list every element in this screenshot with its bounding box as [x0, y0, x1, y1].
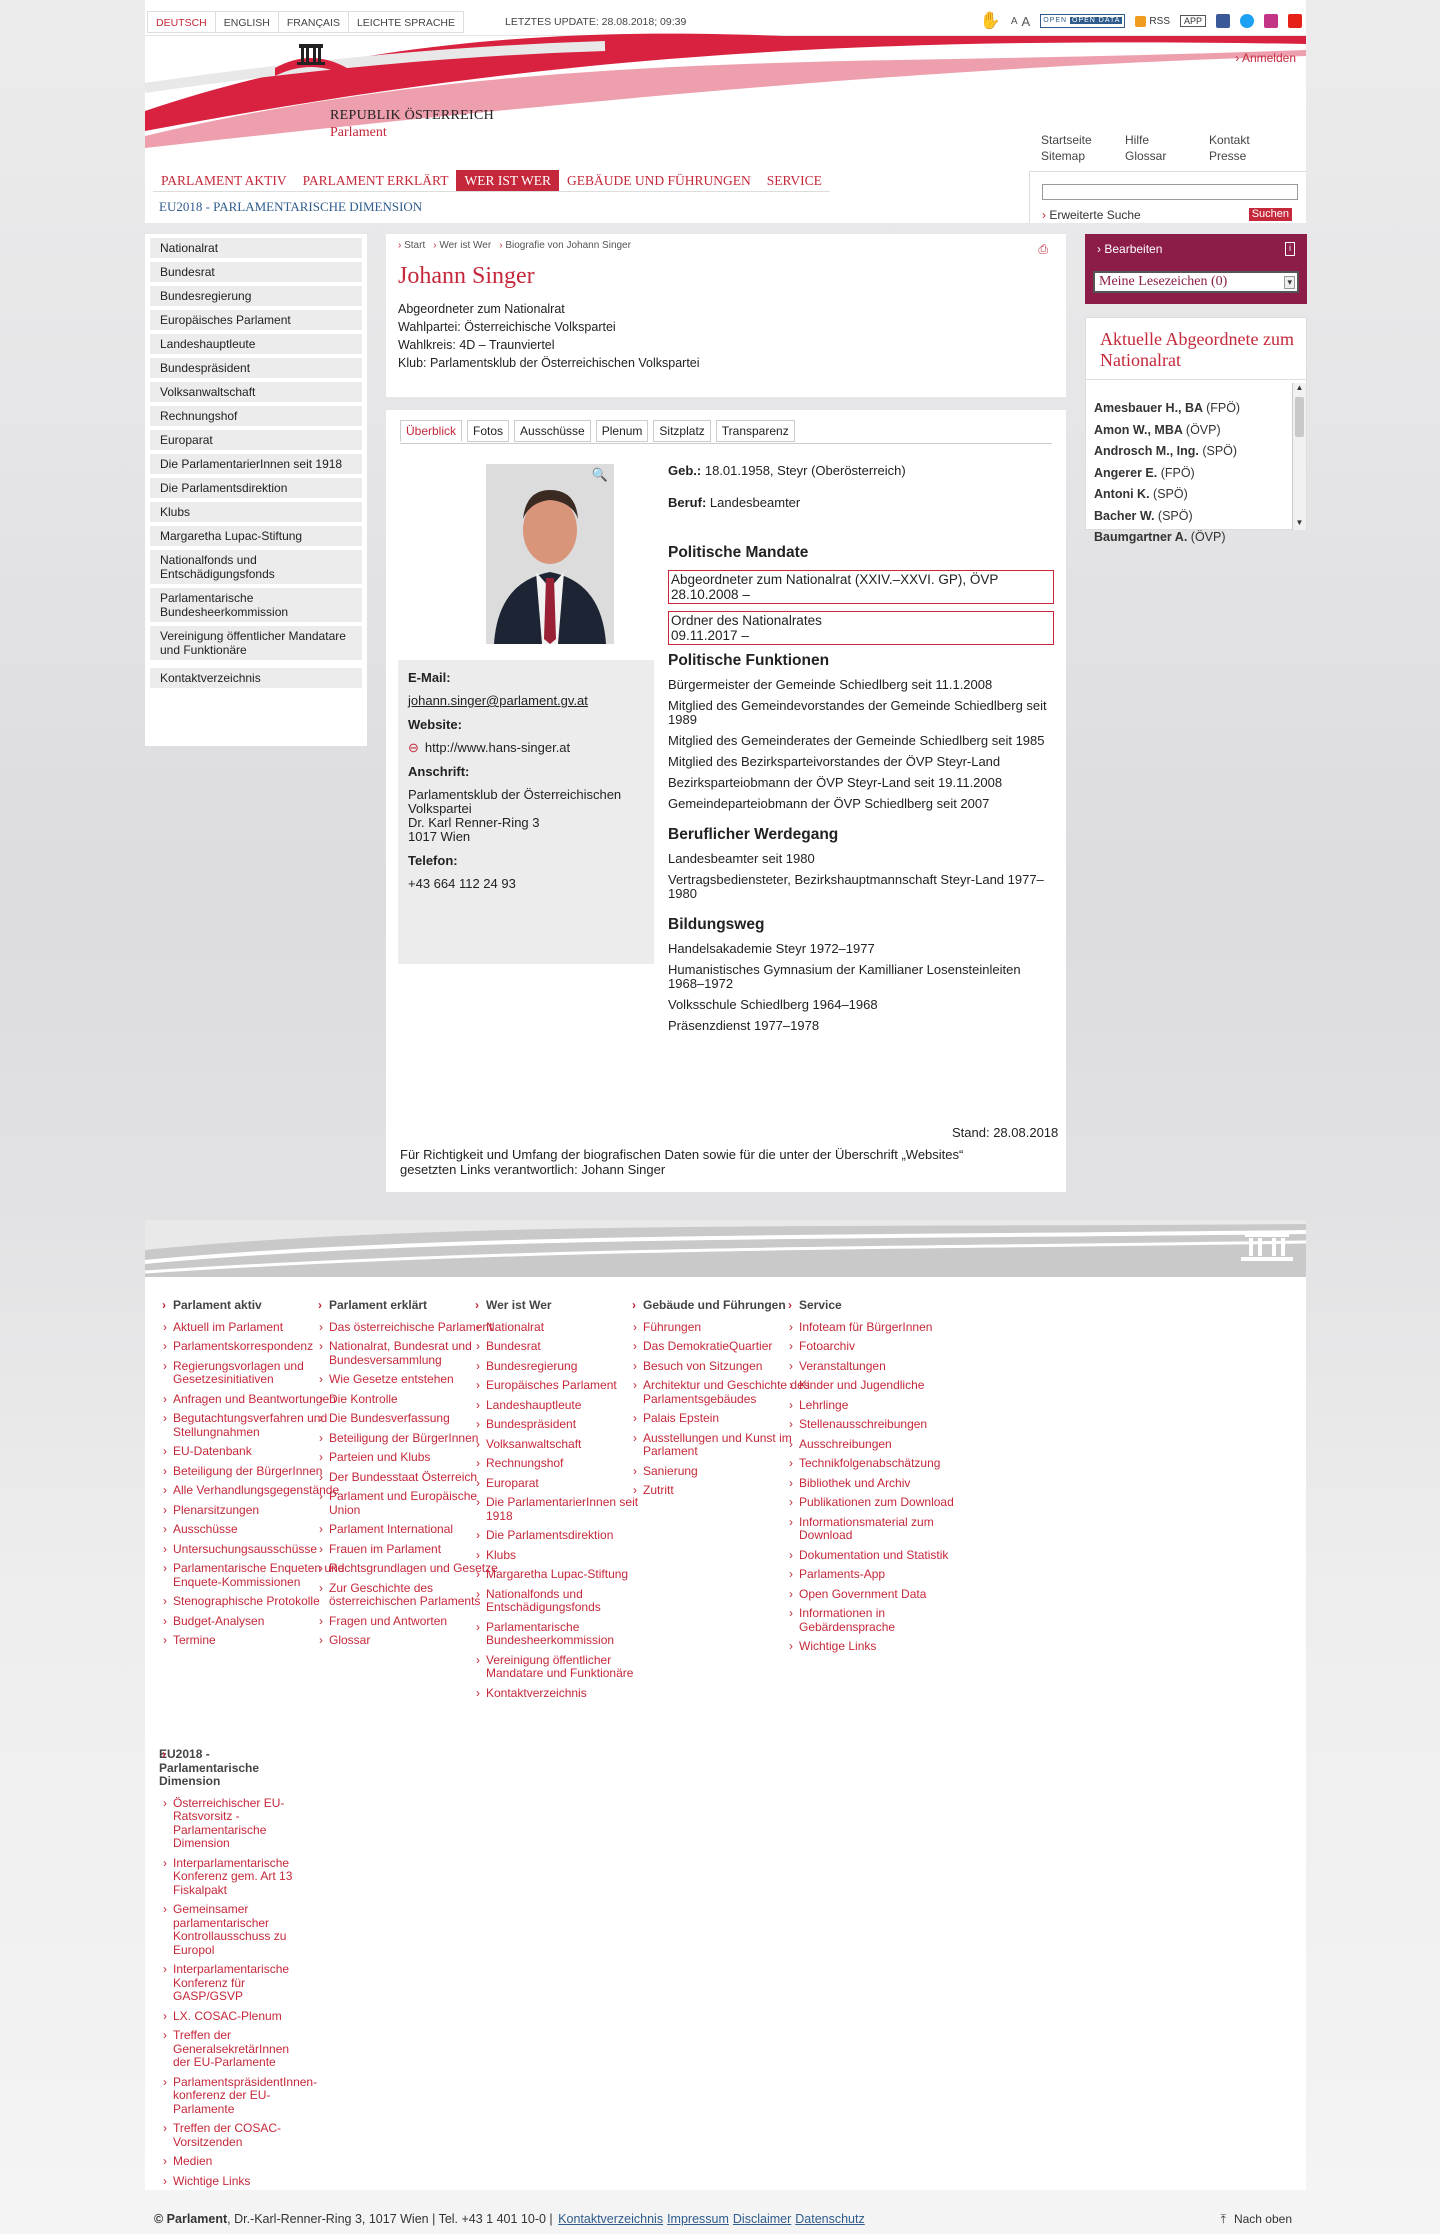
member-item[interactable] [1094, 441, 1286, 463]
footer-link[interactable]: › Plenarsitzungen [159, 1504, 349, 1518]
profile-club: Klub: Parlamentsklub der Österreichischen Volkspartei [398, 356, 700, 370]
footer-link[interactable]: › Margaretha Lupac-Stiftung [472, 1568, 662, 1582]
profile-district: Wahlkreis: 4D – Traunviertel [398, 338, 555, 352]
footer-link[interactable]: › Informationsmaterial zum Download [785, 1516, 975, 1543]
bottom-bar [145, 2200, 1306, 2234]
footer-link[interactable]: › LX. COSAC-Plenum [159, 2010, 299, 2024]
footer-link[interactable]: › Fotoarchiv [785, 1340, 975, 1354]
quick-link[interactable]: Glossar [1125, 149, 1167, 163]
footer-link[interactable]: › Begutachtungsverfahren und Stellungnahmen [159, 1412, 349, 1439]
member-item[interactable] [1094, 463, 1286, 485]
mandate-title: Ordner des Nationalrates [671, 613, 822, 628]
footer-link[interactable]: › Nationalfonds und Entschädigungsfonds [472, 1588, 662, 1615]
footer-link[interactable]: › EU-Datenbank [159, 1445, 349, 1459]
career-item: Landesbeamter seit 1980 [668, 851, 815, 866]
members-list [1086, 394, 1286, 544]
footer-link[interactable]: › Dokumentation und Statistik [785, 1549, 975, 1563]
page-title: Johann Singer [398, 263, 535, 289]
footer-link[interactable]: › Ausstellungen und Kunst im Parlament [629, 1432, 819, 1459]
app-link[interactable]: APP [1180, 15, 1206, 27]
footer-link[interactable]: › Parteien und Klubs [315, 1451, 505, 1465]
address-line: , Dr.-Karl-Renner-Ring 3, 1017 Wien | Tel. +43 1 401 10-0 | [227, 2212, 553, 2226]
sidebar-item[interactable]: Volksanwaltschaft [150, 382, 362, 402]
birth-info: Geb.: 18.01.1958, Steyr (Oberösterreich) [668, 463, 906, 478]
biography-card [386, 410, 1066, 1192]
biography-details [668, 464, 1058, 1040]
footer-link[interactable]: › Fragen und Antworten [315, 1615, 505, 1629]
footer-link[interactable]: › Treffen der GeneralsekretärInnen der EU-Parlamente [159, 2029, 299, 2070]
footer-link[interactable]: › Untersuchungsausschüsse [159, 1543, 349, 1557]
website-label: Website: [408, 717, 462, 732]
footer-link[interactable]: › Interparlamentarische Konferenz gem. Art 13 Fiskalpakt [159, 1857, 299, 1898]
member-item[interactable] [1094, 527, 1286, 549]
biography-disclaimer: Für Richtigkeit und Umfang der biografischen Daten sowie für die unter der Überschrift „Websites“ gesetzten Links verantwortlich: Johann Singer [400, 1147, 964, 1177]
footer-link[interactable]: › Volksanwaltschaft [472, 1438, 662, 1452]
education-list [668, 942, 1058, 1033]
footer-link[interactable]: › Architektur und Geschichte des Parlamentsgebäudes [629, 1379, 819, 1406]
footer-link[interactable]: › Zutritt [629, 1484, 819, 1498]
breadcrumb [398, 240, 1054, 251]
footer-link[interactable]: › Parlament International [315, 1523, 505, 1537]
member-name: Amesbauer H., BA [1094, 401, 1203, 415]
main-nav-item[interactable]: PARLAMENT AKTIV [161, 173, 287, 188]
address-line: Dr. Karl Renner-Ring 3 [408, 815, 540, 830]
language-3[interactable]: LEICHTE SPRACHE [348, 11, 464, 33]
facebook-icon[interactable] [1216, 14, 1230, 28]
functions-item: Mitglied des Gemeindevorstandes der Gemeinde Schiedlberg seit 1989 [668, 698, 1047, 727]
member-party: (SPÖ) [1202, 444, 1238, 458]
sidebar-item[interactable]: Die ParlamentarierInnen seit 1918 [150, 454, 362, 474]
footer-link[interactable]: › Bundesregierung [472, 1360, 662, 1374]
career-item: Vertragsbediensteter, Bezirkshauptmannschaft Steyr-Land 1977–1980 [668, 872, 1044, 901]
sidebar-item[interactable]: Die Parlamentsdirektion [150, 478, 362, 498]
footer-link[interactable]: › Führungen [629, 1321, 819, 1335]
career-list [668, 852, 1058, 901]
last-update: LETZTES UPDATE: 28.08.2018; 09:39 [505, 16, 687, 28]
functions-item: Mitglied des Bezirksparteivorstandes der ÖVP Steyr-Land [668, 754, 1001, 769]
language-2[interactable]: FRANÇAIS [278, 11, 349, 33]
footer-link[interactable]: › Alle Verhandlungsgegenstände [159, 1484, 349, 1498]
tab[interactable]: Überblick [400, 420, 462, 442]
education-item: Volksschule Schiedlberg 1964–1968 [668, 997, 878, 1012]
address-label: Anschrift: [408, 764, 470, 779]
sign-language-icon[interactable]: ✋ [979, 11, 1001, 30]
footer-link[interactable]: › Open Government Data [785, 1588, 975, 1602]
parliament-logo[interactable] [275, 42, 347, 88]
dropdown-arrow-icon: ▾ [1284, 276, 1295, 289]
main-nav-item[interactable]: GEBÄUDE UND FÜHRUNGEN [566, 173, 751, 188]
breadcrumb-item[interactable]: › Wer ist Wer [433, 240, 491, 251]
quick-link[interactable]: Sitemap [1041, 149, 1086, 163]
footer-link[interactable]: › Parlamentarische Bundesheerkommission [472, 1621, 662, 1648]
back-to-top-link[interactable]: ⤒ Nach oben [1220, 2212, 1292, 2226]
left-navigation [145, 234, 367, 746]
profile-tabs [400, 420, 795, 442]
font-size-large[interactable]: A [1021, 13, 1031, 29]
footer-link[interactable]: › Gemeinsamer parlamentarischer Kontrollausschuss zu Europol [159, 1903, 299, 1957]
footer-link[interactable]: › Das österreichische Parlament [315, 1321, 505, 1335]
footer-link[interactable]: › Stellenausschreibungen [785, 1418, 975, 1432]
logo-title: REPUBLIK ÖSTERREICH [330, 108, 494, 123]
footer-link[interactable]: › Lehrlinge [785, 1399, 975, 1413]
quick-link[interactable]: Hilfe [1125, 133, 1150, 147]
footer-link[interactable]: › Glossar [315, 1634, 505, 1648]
portrait-photo[interactable] [486, 464, 614, 644]
site-footer [145, 1220, 1306, 2190]
tab[interactable]: Plenum [596, 420, 649, 442]
zoom-icon[interactable]: 🔍 [591, 467, 608, 482]
footer-link[interactable]: › Europarat [472, 1477, 662, 1491]
print-icon[interactable]: ⎙ [1038, 242, 1048, 256]
language-1[interactable]: ENGLISH [215, 11, 279, 33]
member-party: (SPÖ) [1157, 508, 1193, 523]
arrow-up-icon: ⤒ [1220, 2212, 1226, 2226]
current-members-panel [1085, 317, 1307, 544]
address-line: Volkspartei [408, 801, 472, 816]
footer-link[interactable]: › ParlamentspräsidentInnen-konferenz der EU-Parlamente [159, 2076, 299, 2117]
main-nav-item[interactable]: WER IST WER [456, 170, 559, 191]
member-name: Bacher W. [1094, 508, 1155, 523]
search-input[interactable] [1042, 184, 1298, 200]
footer-link[interactable]: › Beteiligung der BürgerInnen [315, 1432, 505, 1446]
footer-link[interactable]: › Aktuell im Parlament [159, 1321, 349, 1335]
education-item: Humanistisches Gymnasium der Kamillianer Losensteinleiten 1968–1972 [668, 962, 1021, 991]
functions-list [668, 678, 1058, 811]
profile-role: Abgeordneter zum Nationalrat [398, 302, 565, 316]
education-item: Handelsakademie Steyr 1972–1977 [668, 941, 875, 956]
sidebar-item[interactable]: Nationalfonds und Entschädigungsfonds [150, 550, 362, 584]
email-link[interactable]: johann.singer@parlament.gv.at [408, 693, 588, 708]
language-0[interactable]: DEUTSCH [147, 11, 216, 33]
footer-link[interactable]: › Die Bundesverfassung [315, 1412, 505, 1426]
footer-link[interactable]: › Budget-Analysen [159, 1615, 349, 1629]
footer-column [785, 1299, 975, 1660]
footer-link[interactable]: › Palais Epstein [629, 1412, 819, 1426]
footer-link[interactable]: › Bibliothek und Archiv [785, 1477, 975, 1491]
top-utility-bar [145, 0, 1306, 36]
rss-link[interactable]: RSS [1135, 16, 1170, 27]
footer-link[interactable]: › Frauen im Parlament [315, 1543, 505, 1557]
chevron-right-icon: › [1097, 242, 1105, 256]
sidebar-item[interactable]: Nationalrat [150, 238, 362, 258]
footer-link[interactable]: › Sanierung [629, 1465, 819, 1479]
footer-link[interactable]: › Österreichischer EU-Ratsvorsitz - Parlamentarische Dimension [159, 1797, 299, 1851]
footer-link[interactable]: › Bundespräsident [472, 1418, 662, 1432]
footer-column-title[interactable]: › Parlament aktiv [159, 1299, 349, 1313]
mandates-heading: Politische Mandate [668, 544, 809, 561]
member-party: (ÖVP) [1185, 422, 1221, 437]
main-navigation [153, 170, 830, 192]
language-switcher [147, 11, 463, 33]
member-name: Angerer E. [1094, 465, 1158, 480]
footer-link[interactable]: › Interparlamentarische Konferenz für GASP/GSVP [159, 1963, 299, 2004]
chevron-right-icon: › [1042, 208, 1050, 222]
mandate-title: Abgeordneter zum Nationalrat (XXIV.–XXVI. GP), ÖVP [671, 572, 999, 587]
external-link-icon: ⊖ [408, 740, 419, 755]
site-header [145, 36, 1306, 223]
parliament-building-icon [275, 42, 347, 88]
footer-link[interactable]: › Ausschreibungen [785, 1438, 975, 1452]
tab[interactable]: Ausschüsse [514, 420, 591, 442]
tab[interactable]: Transparenz [716, 420, 795, 442]
footer-link[interactable]: › Das DemokratieQuartier [629, 1340, 819, 1354]
footer-link[interactable]: › Besuch von Sitzungen [629, 1360, 819, 1374]
sidebar-item[interactable]: Landeshauptleute [150, 334, 362, 354]
profile-party: Wahlpartei: Österreichische Volkspartei [398, 320, 616, 334]
footer-link[interactable]: › Kinder und Jugendliche [785, 1379, 975, 1393]
main-nav-item[interactable]: PARLAMENT ERKLÄRT [302, 173, 449, 188]
footer-link[interactable]: › Beteiligung der BürgerInnen [159, 1465, 349, 1479]
member-item[interactable] [1094, 484, 1286, 506]
footer-link[interactable]: › Parlaments-App [785, 1568, 975, 1582]
contact-box [398, 660, 654, 964]
opendata-link[interactable]: OPEN OPEN DATA [1040, 14, 1125, 28]
footer-link[interactable]: › Rechtsgrundlagen und Gesetze [315, 1562, 505, 1576]
quick-link[interactable]: Presse [1209, 149, 1247, 163]
footer-link[interactable]: › Parlamentarische Enqueten und Enquete-Kommissionen [159, 1562, 349, 1589]
search-button[interactable]: Suchen [1249, 208, 1292, 221]
member-party: (FPÖ) [1206, 401, 1241, 415]
footer-link[interactable]: › Stenographische Protokolle [159, 1595, 349, 1609]
breadcrumb-item[interactable]: › Start [398, 240, 425, 251]
login-link[interactable]: › Anmelden [1235, 51, 1296, 65]
footer-link[interactable]: › Der Bundesstaat Österreich [315, 1471, 505, 1485]
stand-date: Stand: 28.08.2018 [952, 1125, 1059, 1140]
instagram-icon[interactable] [1264, 14, 1278, 28]
members-scrollbar[interactable]: ▲ ▼ [1292, 383, 1306, 530]
footer-link[interactable]: › Die ParlamentarierInnen seit 1918 [472, 1496, 662, 1523]
sidebar-item[interactable]: Rechnungshof [150, 406, 362, 426]
member-item[interactable] [1094, 506, 1286, 528]
footer-link[interactable]: › Parlamentskorrespondenz [159, 1340, 349, 1354]
advanced-search-link[interactable]: › Erweiterte Suche [1042, 208, 1141, 222]
member-party: (ÖVP) [1190, 530, 1226, 544]
footer-link[interactable]: › Vereinigung öffentlicher Mandatare und Funktionäre [472, 1654, 662, 1681]
job-info: Beruf: Landesbeamter [668, 495, 801, 510]
footer-link[interactable]: › Klubs [472, 1549, 662, 1563]
footer-link[interactable]: › Zur Geschichte des österreichischen Parlaments [315, 1582, 505, 1609]
education-item: Präsenzdienst 1977–1978 [668, 1018, 820, 1033]
sidebar-item[interactable]: Kontaktverzeichnis [150, 668, 362, 688]
tab-divider [400, 443, 1052, 444]
footer-link[interactable]: › Die Parlamentsdirektion [472, 1529, 662, 1543]
sidebar-item[interactable]: Bundespräsident [150, 358, 362, 378]
functions-item: Mitglied des Gemeinderates der Gemeinde Schiedlberg seit 1985 [668, 733, 1045, 748]
sidebar-item[interactable]: Parlamentarische Bundesheerkommission [150, 588, 362, 622]
tab[interactable]: Sitzplatz [653, 420, 710, 442]
mandate-item [668, 611, 1054, 645]
quick-link[interactable]: Startseite [1041, 133, 1092, 147]
functions-item: Bezirksparteiobmann der ÖVP Steyr-Land seit 19.11.2008 [668, 775, 1003, 790]
quick-link[interactable]: Kontakt [1209, 133, 1250, 147]
bottom-link[interactable]: Disclaimer [732, 2212, 792, 2226]
footer-link[interactable]: › Termine [159, 1634, 349, 1648]
font-size-small[interactable]: A [1010, 15, 1018, 27]
footer-link[interactable]: › Treffen der COSAC-Vorsitzenden [159, 2122, 299, 2149]
quick-links [1041, 133, 1293, 163]
tab[interactable]: Fotos [467, 420, 509, 442]
footer-link[interactable]: › Rechnungshof [472, 1457, 662, 1471]
footer-link[interactable]: › Veranstaltungen [785, 1360, 975, 1374]
profile-header [386, 234, 1066, 397]
bottom-link[interactable]: Datenschutz [795, 2212, 865, 2226]
sidebar-item[interactable]: Bundesregierung [150, 286, 362, 306]
functions-item: Gemeindeparteiobmann der ÖVP Schiedlberg seit 2007 [668, 796, 990, 811]
portrait-image [486, 464, 614, 644]
mandate-item [668, 570, 1054, 604]
member-party: (SPÖ) [1153, 487, 1188, 501]
footer-link[interactable]: › Wie Gesetze entstehen [315, 1373, 505, 1387]
footer-link[interactable]: › Regierungsvorlagen und Gesetzesinitiativen [159, 1360, 349, 1387]
footer-link[interactable]: › Parlament und Europäische Union [315, 1490, 505, 1517]
member-item[interactable] [1094, 420, 1286, 442]
sidebar-item[interactable]: Europarat [150, 430, 362, 450]
address-value [408, 788, 644, 844]
phone-value: +43 664 112 24 93 [408, 876, 516, 891]
footer-link[interactable]: › Nationalrat [472, 1321, 662, 1335]
bottom-link[interactable]: Impressum [667, 2212, 729, 2226]
youtube-icon[interactable] [1288, 14, 1302, 28]
member-name: Androsch M., Ing. [1094, 444, 1199, 458]
footer-column-title[interactable]: › EU2018 - Parlamentarische Dimension [159, 1748, 299, 1789]
member-party: (FPÖ) [1160, 465, 1195, 480]
career-heading: Beruflicher Werdegang [668, 826, 839, 843]
sidebar-item[interactable]: Klubs [150, 502, 362, 522]
footer-link[interactable]: › Publikationen zum Download [785, 1496, 975, 1510]
current-members-title: Aktuelle Abgeordnete zum Nationalrat [1086, 318, 1306, 380]
footer-link[interactable]: › Kontaktverzeichnis [472, 1687, 662, 1701]
footer-link[interactable]: › Medien [159, 2155, 299, 2169]
footer-link[interactable]: › Informationen in Gebärdensprache [785, 1607, 975, 1634]
footer-column-title[interactable]: › Service [785, 1299, 975, 1313]
search-box [1029, 171, 1306, 223]
phone-label: Telefon: [408, 853, 458, 868]
footer-link[interactable]: › Wichtige Links [159, 2175, 299, 2189]
mandate-date: 09.11.2017 – [671, 628, 749, 643]
functions-item: Bürgermeister der Gemeinde Schiedlberg seit 11.1.2008 [668, 677, 993, 692]
footer-column-title[interactable]: › Wer ist Wer [472, 1299, 662, 1313]
main-nav-item[interactable]: SERVICE [766, 173, 822, 188]
eu2018-link[interactable]: EU2018 - PARLAMENTARISCHE DIMENSION [159, 199, 423, 214]
member-item[interactable] [1094, 398, 1286, 420]
edit-panel [1085, 234, 1307, 304]
footer-link[interactable]: › Infoteam für BürgerInnen [785, 1321, 975, 1335]
mandates-list [668, 570, 1058, 645]
logo-subtitle: Parlament [330, 125, 387, 140]
footer-link[interactable]: › Ausschüsse [159, 1523, 349, 1537]
copyright: © Parlament [154, 2212, 228, 2226]
mandate-date: 28.10.2008 – [671, 587, 750, 602]
address-line: 1017 Wien [408, 829, 471, 844]
footer-band [145, 1220, 1306, 1277]
member-name: Baumgartner A. [1094, 530, 1188, 544]
footer-link[interactable]: › Technikfolgenabschätzung [785, 1457, 975, 1471]
address-line: Parlamentsklub der Österreichischen [408, 787, 622, 802]
toolbar [980, 11, 1302, 31]
rss-icon [1135, 16, 1146, 27]
footer-column-title[interactable]: › Gebäude und Führungen [629, 1299, 819, 1313]
footer-column-title[interactable]: › Parlament erklärt [315, 1299, 505, 1313]
edit-link[interactable]: › Bearbeiten i [1097, 242, 1295, 256]
sidebar-item[interactable]: Margaretha Lupac-Stiftung [150, 526, 362, 546]
footer-link[interactable]: › Wichtige Links [785, 1640, 975, 1654]
functions-heading: Politische Funktionen [668, 652, 830, 669]
chevron-right-icon: › [1235, 51, 1242, 65]
info-icon[interactable]: i [1285, 242, 1295, 256]
bookmarks-select[interactable]: Meine Lesezeichen (0) ▾ [1093, 271, 1299, 293]
member-name: Amon W., MBA [1094, 422, 1183, 437]
footer-swoosh [145, 1220, 1306, 1277]
bottom-links [556, 2212, 867, 2226]
website-link[interactable]: ⊖ http://www.hans-singer.at [408, 740, 571, 755]
footer-link[interactable]: › Nationalrat, Bundesrat und Bundesversammlung [315, 1340, 505, 1367]
bottom-link[interactable]: Kontaktverzeichnis [558, 2212, 664, 2226]
education-heading: Bildungsweg [668, 916, 765, 933]
footer-link[interactable]: › Europäisches Parlament [472, 1379, 662, 1393]
sidebar-item[interactable]: Vereinigung öffentlicher Mandatare und Funktionäre [150, 626, 362, 660]
twitter-icon[interactable] [1240, 14, 1254, 28]
footer-link[interactable]: › Bundesrat [472, 1340, 662, 1354]
footer-link[interactable]: › Landeshauptleute [472, 1399, 662, 1413]
footer-link[interactable]: › Die Kontrolle [315, 1393, 505, 1407]
footer-link[interactable]: › Anfragen und Beantwortungen [159, 1393, 349, 1407]
footer-column [159, 1747, 318, 2194]
email-label: E-Mail: [408, 670, 451, 685]
member-name: Antoni K. [1094, 487, 1150, 501]
sidebar-item[interactable]: Bundesrat [150, 262, 362, 282]
sidebar-item[interactable]: Europäisches Parlament [150, 310, 362, 330]
breadcrumb-item: › Biografie von Johann Singer [499, 240, 631, 251]
